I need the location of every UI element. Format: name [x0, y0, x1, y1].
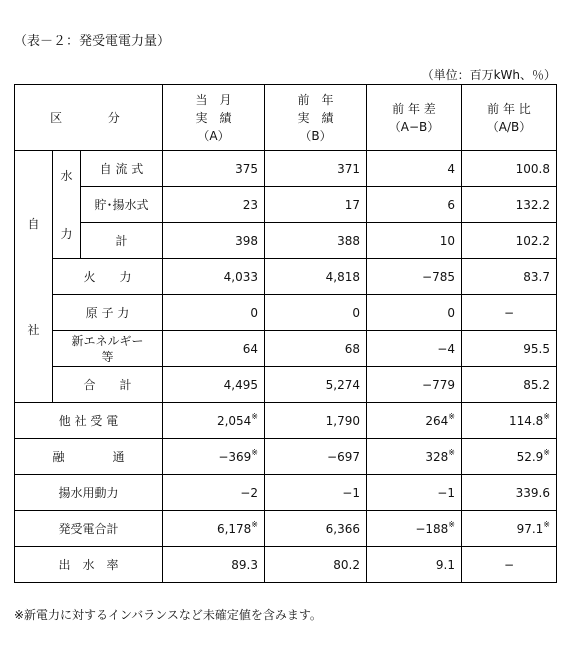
header-yoy-diff: 前 年 差 （A−B） — [367, 85, 462, 151]
row-label: 合 計 — [53, 367, 163, 403]
cell-prior: 5,274 — [265, 367, 367, 403]
row-label: 融 通 — [15, 439, 163, 475]
cell-current: 398 — [163, 223, 265, 259]
cell-diff: 328※ — [367, 439, 462, 475]
cell-diff: 0 — [367, 295, 462, 331]
cell-ratio: 52.9※ — [462, 439, 557, 475]
cell-diff: −1 — [367, 475, 462, 511]
cell-current: 89.3 — [163, 547, 265, 583]
power-generation-table — [14, 84, 557, 583]
cell-current: 0 — [163, 295, 265, 331]
cell-ratio: 100.8 — [462, 151, 557, 187]
row-label: 自 流 式 — [81, 151, 163, 187]
note-mark: ※ — [251, 411, 258, 421]
note-mark: ※ — [448, 519, 455, 529]
cell-current: 6,178※ — [163, 511, 265, 547]
table-title: （表－２：発受電電力量） — [14, 34, 171, 49]
cell-current: 4,033 — [163, 259, 265, 295]
row-label: 発受電合計 — [15, 511, 163, 547]
cell-ratio: 132.2 — [462, 187, 557, 223]
note-mark: ※ — [543, 411, 550, 421]
note-mark: ※ — [448, 447, 455, 457]
cell-current: 64 — [163, 331, 265, 367]
cell-diff: −779 — [367, 367, 462, 403]
row-label: 出 水 率 — [15, 547, 163, 583]
row-label: 貯･揚水式 — [81, 187, 163, 223]
cell-diff: −188※ — [367, 511, 462, 547]
cell-prior: −697 — [265, 439, 367, 475]
note-mark: ※ — [543, 447, 550, 457]
header-current-month: 当 月 実 績 （A） — [163, 85, 265, 151]
row-label: 他 社 受 電 — [15, 403, 163, 439]
cell-prior: 0 — [265, 295, 367, 331]
row-label: 新エネルギー 等 — [53, 331, 163, 367]
cell-prior: −1 — [265, 475, 367, 511]
table-row — [15, 511, 557, 547]
cell-prior: 371 — [265, 151, 367, 187]
cell-prior: 1,790 — [265, 403, 367, 439]
cell-ratio: 85.2 — [462, 367, 557, 403]
cell-current: 4,495 — [163, 367, 265, 403]
table-row — [15, 187, 557, 223]
table-row — [15, 151, 557, 187]
group-label-hydro: 水 力 — [53, 151, 81, 259]
cell-ratio: 95.5 — [462, 331, 557, 367]
cell-diff: −4 — [367, 331, 462, 367]
table-row — [15, 439, 557, 475]
cell-current: 2,054※ — [163, 403, 265, 439]
cell-ratio: 114.8※ — [462, 403, 557, 439]
table-row — [15, 547, 557, 583]
row-label: 原 子 力 — [53, 295, 163, 331]
header-prior-year: 前 年 実 績 （B） — [265, 85, 367, 151]
cell-diff: 9.1 — [367, 547, 462, 583]
header-yoy-ratio: 前 年 比 （A/B） — [462, 85, 557, 151]
header-row — [15, 85, 557, 151]
cell-ratio: 97.1※ — [462, 511, 557, 547]
group-label-own-company: 自 社 — [15, 151, 53, 403]
cell-prior: 17 — [265, 187, 367, 223]
table-row — [15, 259, 557, 295]
table-row — [15, 295, 557, 331]
note-mark: ※ — [448, 411, 455, 421]
cell-prior: 80.2 — [265, 547, 367, 583]
cell-current: −2 — [163, 475, 265, 511]
cell-diff: 10 — [367, 223, 462, 259]
cell-diff: −785 — [367, 259, 462, 295]
cell-current: 23 — [163, 187, 265, 223]
cell-prior: 388 — [265, 223, 367, 259]
unit-note: （単位：百万kWh、％） — [421, 68, 556, 82]
header-category: 区 分 — [15, 85, 163, 151]
cell-diff: 4 — [367, 151, 462, 187]
cell-ratio: − — [462, 547, 557, 583]
cell-ratio: 339.6 — [462, 475, 557, 511]
cell-prior: 6,366 — [265, 511, 367, 547]
cell-ratio: 83.7 — [462, 259, 557, 295]
table-row — [15, 331, 557, 367]
cell-prior: 4,818 — [265, 259, 367, 295]
row-label: 揚水用動力 — [15, 475, 163, 511]
cell-current: 375 — [163, 151, 265, 187]
footnote: ※新電力に対するインバランスなど未確定値を含みます。 — [14, 608, 322, 622]
cell-prior: 68 — [265, 331, 367, 367]
note-mark: ※ — [543, 519, 550, 529]
row-label: 火 力 — [53, 259, 163, 295]
cell-current: −369※ — [163, 439, 265, 475]
cell-diff: 6 — [367, 187, 462, 223]
table-row — [15, 367, 557, 403]
table-row — [15, 223, 557, 259]
note-mark: ※ — [251, 447, 258, 457]
row-label: 計 — [81, 223, 163, 259]
cell-ratio: 102.2 — [462, 223, 557, 259]
table-row — [15, 403, 557, 439]
cell-diff: 264※ — [367, 403, 462, 439]
table-row — [15, 475, 557, 511]
cell-ratio: − — [462, 295, 557, 331]
note-mark: ※ — [251, 519, 258, 529]
